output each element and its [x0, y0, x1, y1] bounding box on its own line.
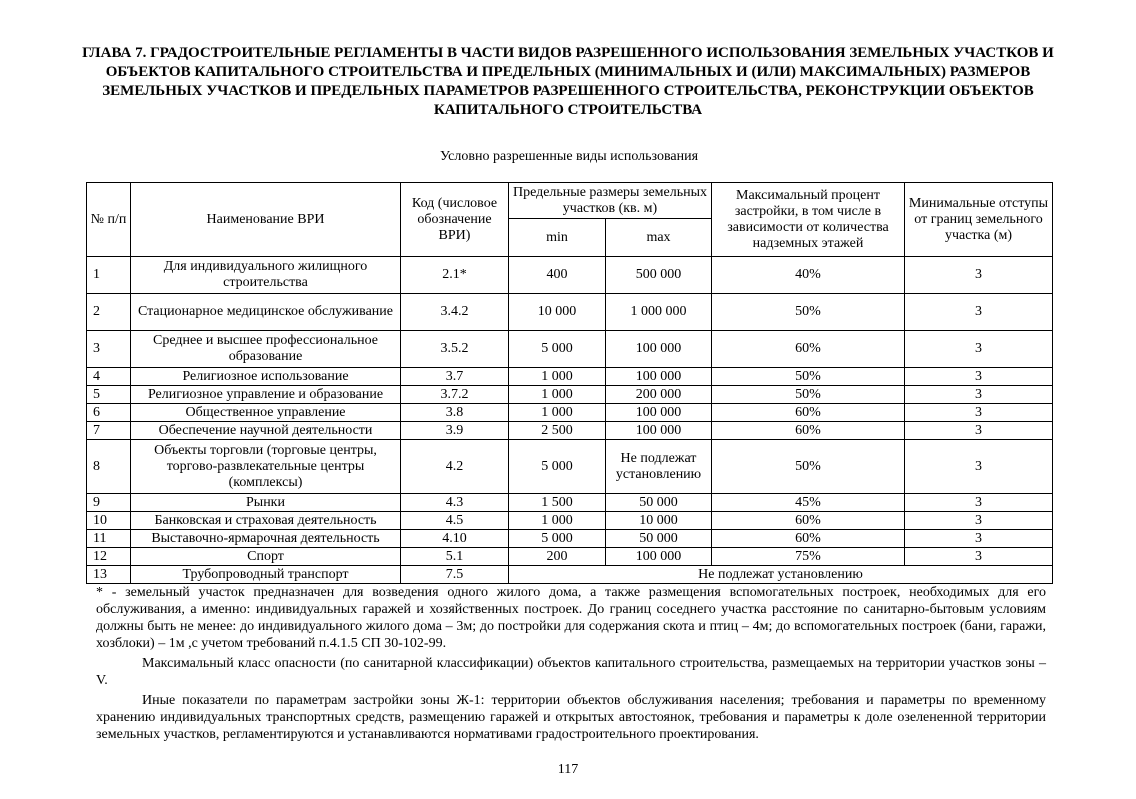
- cell-name: Среднее и высшее профессиональное образование: [131, 331, 401, 368]
- cell-name: Общественное управление: [131, 404, 401, 422]
- table-row: [87, 368, 1053, 386]
- footnote: * - земельный участок предназначен для возведения одного жилого дома, а также размещения вспомогательных построек, необходимых для его обслуживания, а именно: индивидуальных гаражей и хозяйственных построек. До границ соседнего участка расстояние по санитарно-бытовым условиям должны быть не менее: до индивидуального жилого дома – 3м; до постройки для содержания скота и птиц – 4м; до вспомогательных построек (бани, гаражи, хозблоки) – 1м ,с учетом требований п.4.1.5 СП 30-102-99.: [96, 585, 1046, 651]
- table-row: [87, 548, 1053, 566]
- header-min: min: [509, 219, 606, 257]
- hazard-class-paragraph: Максимальный класс опасности (по санитарной классификации) объектов капитального строительства, размещаемых на территории участков зоны – V.: [96, 656, 1046, 688]
- table-body: [87, 257, 1053, 584]
- cell-code: 3.8: [401, 404, 509, 422]
- header-size: Предельные размеры земельных участков (кв. м): [509, 183, 712, 219]
- cell-min: 200: [509, 548, 606, 566]
- cell-setback: 3: [905, 386, 1053, 404]
- table-row: [87, 530, 1053, 548]
- cell-code: 4.3: [401, 494, 509, 512]
- cell-min: 5 000: [509, 530, 606, 548]
- cell-code: 4.2: [401, 440, 509, 494]
- cell-num: 7: [87, 422, 131, 440]
- cell-setback: 3: [905, 257, 1053, 294]
- cell-name: Религиозное управление и образование: [131, 386, 401, 404]
- cell-percent: 50%: [712, 368, 905, 386]
- cell-num: 13: [87, 566, 131, 584]
- cell-code: 5.1: [401, 548, 509, 566]
- chapter-heading: ГЛАВА 7. ГРАДОСТРОИТЕЛЬНЫЕ РЕГЛАМЕНТЫ В ЧАСТИ ВИДОВ РАЗРЕШЕННОГО ИСПОЛЬЗОВАНИЯ ЗЕМЕЛЬНЫХ УЧАСТКОВ И ОБЪЕКТОВ КАПИТАЛЬНОГО СТРОИТЕЛЬСТВА И ПРЕДЕЛЬНЫХ (МИНИМАЛЬНЫХ И (ИЛИ) МАКСИМАЛЬНЫХ) РАЗМЕРОВ ЗЕМЕЛЬНЫХ УЧАСТКОВ И ПРЕДЕЛЬНЫХ ПАРАМЕТРОВ РАЗРЕШЕННОГО СТРОИТЕЛЬСТВА, РЕКОНСТРУКЦИИ ОБЪЕКТОВ КАПИТАЛЬНОГО СТРОИТЕЛЬСТВА: [82, 45, 1054, 118]
- cell-max: 50 000: [606, 494, 712, 512]
- cell-setback: 3: [905, 440, 1053, 494]
- cell-min: 10 000: [509, 294, 606, 331]
- cell-setback: 3: [905, 368, 1053, 386]
- cell-max: 100 000: [606, 422, 712, 440]
- cell-code: 3.4.2: [401, 294, 509, 331]
- cell-setback: 3: [905, 548, 1053, 566]
- cell-max: 100 000: [606, 331, 712, 368]
- cell-name: Банковская и страховая деятельность: [131, 512, 401, 530]
- cell-max: 100 000: [606, 404, 712, 422]
- cell-max: 200 000: [606, 386, 712, 404]
- cell-min: 1 000: [509, 512, 606, 530]
- cell-not-applicable: Не подлежат установлению: [509, 566, 1053, 584]
- cell-min: 1 000: [509, 404, 606, 422]
- cell-max: 100 000: [606, 368, 712, 386]
- table-row: [87, 494, 1053, 512]
- cell-code: 3.7: [401, 368, 509, 386]
- cell-min: 400: [509, 257, 606, 294]
- cell-code: 4.10: [401, 530, 509, 548]
- cell-name: Рынки: [131, 494, 401, 512]
- cell-name: Выставочно-ярмарочная деятельность: [131, 530, 401, 548]
- cell-percent: 60%: [712, 530, 905, 548]
- cell-name: Трубопроводный транспорт: [131, 566, 401, 584]
- cell-num: 5: [87, 386, 131, 404]
- table-row-13: [87, 566, 1053, 584]
- cell-min: 1 500: [509, 494, 606, 512]
- cell-min: 5 000: [509, 440, 606, 494]
- cell-code: 2.1*: [401, 257, 509, 294]
- cell-num: 1: [87, 257, 131, 294]
- cell-num: 8: [87, 440, 131, 494]
- cell-num: 10: [87, 512, 131, 530]
- cell-setback: 3: [905, 294, 1053, 331]
- cell-percent: 50%: [712, 294, 905, 331]
- header-name: Наименование ВРИ: [131, 183, 401, 257]
- cell-percent: 40%: [712, 257, 905, 294]
- cell-name: Объекты торговли (торговые центры, торгово-развлекательные центры (комплексы): [131, 440, 401, 494]
- cell-max: 10 000: [606, 512, 712, 530]
- cell-num: 11: [87, 530, 131, 548]
- header-code: Код (числовое обозначение ВРИ): [401, 183, 509, 257]
- cell-min: 2 500: [509, 422, 606, 440]
- cell-max: 100 000: [606, 548, 712, 566]
- cell-code: 3.9: [401, 422, 509, 440]
- cell-max: 50 000: [606, 530, 712, 548]
- cell-percent: 50%: [712, 440, 905, 494]
- cell-percent: 60%: [712, 404, 905, 422]
- cell-num: 12: [87, 548, 131, 566]
- header-percent: Максимальный процент застройки, в том числе в зависимости от количества надземных этажей: [712, 183, 905, 257]
- cell-percent: 50%: [712, 386, 905, 404]
- cell-percent: 60%: [712, 422, 905, 440]
- cell-max: 1 000 000: [606, 294, 712, 331]
- table-row: [87, 422, 1053, 440]
- cell-max: 500 000: [606, 257, 712, 294]
- cell-setback: 3: [905, 422, 1053, 440]
- cell-max: Не подлежат установлению: [606, 440, 712, 494]
- table-row: [87, 404, 1053, 422]
- other-parameters-paragraph: Иные показатели по параметрам застройки зоны Ж-1: территории объектов обслуживания населения; требования и параметры по временному хранению индивидуальных транспортных средств, размещению гаражей и открытых автостоянок, требования и параметры к доле озелененной территории земельных участков, регламентируются и устанавливаются нормативами градостроительного проектирования.: [96, 693, 1046, 742]
- notes-section: [96, 584, 1046, 743]
- cell-percent: 75%: [712, 548, 905, 566]
- header-num: № п/п: [87, 183, 131, 257]
- table-row: [87, 386, 1053, 404]
- cell-name: Спорт: [131, 548, 401, 566]
- cell-code: 4.5: [401, 512, 509, 530]
- header-row-1: [87, 183, 1053, 219]
- cell-setback: 3: [905, 512, 1053, 530]
- cell-setback: 3: [905, 404, 1053, 422]
- page-number: 117: [557, 762, 579, 777]
- cell-num: 9: [87, 494, 131, 512]
- cell-code: 3.5.2: [401, 331, 509, 368]
- conditional-use-table: [86, 182, 1053, 584]
- header-max: max: [606, 219, 712, 257]
- table-caption: Условно разрешенные виды использования: [439, 149, 699, 164]
- cell-setback: 3: [905, 494, 1053, 512]
- cell-name: Религиозное использование: [131, 368, 401, 386]
- cell-name: Стационарное медицинское обслуживание: [131, 294, 401, 331]
- cell-name: Для индивидуального жилищного строительства: [131, 257, 401, 294]
- cell-name: Обеспечение научной деятельности: [131, 422, 401, 440]
- table-row: [87, 512, 1053, 530]
- cell-min: 5 000: [509, 331, 606, 368]
- table-row: [87, 257, 1053, 294]
- header-setback: Минимальные отступы от границ земельного участка (м): [905, 183, 1053, 257]
- cell-code: 3.7.2: [401, 386, 509, 404]
- cell-percent: 45%: [712, 494, 905, 512]
- cell-percent: 60%: [712, 512, 905, 530]
- cell-setback: 3: [905, 530, 1053, 548]
- cell-code: 7.5: [401, 566, 509, 584]
- table-row: [87, 294, 1053, 331]
- cell-percent: 60%: [712, 331, 905, 368]
- cell-num: 3: [87, 331, 131, 368]
- cell-min: 1 000: [509, 386, 606, 404]
- cell-num: 2: [87, 294, 131, 331]
- cell-num: 4: [87, 368, 131, 386]
- cell-setback: 3: [905, 331, 1053, 368]
- cell-min: 1 000: [509, 368, 606, 386]
- table-row: [87, 331, 1053, 368]
- table-row: [87, 440, 1053, 494]
- cell-num: 6: [87, 404, 131, 422]
